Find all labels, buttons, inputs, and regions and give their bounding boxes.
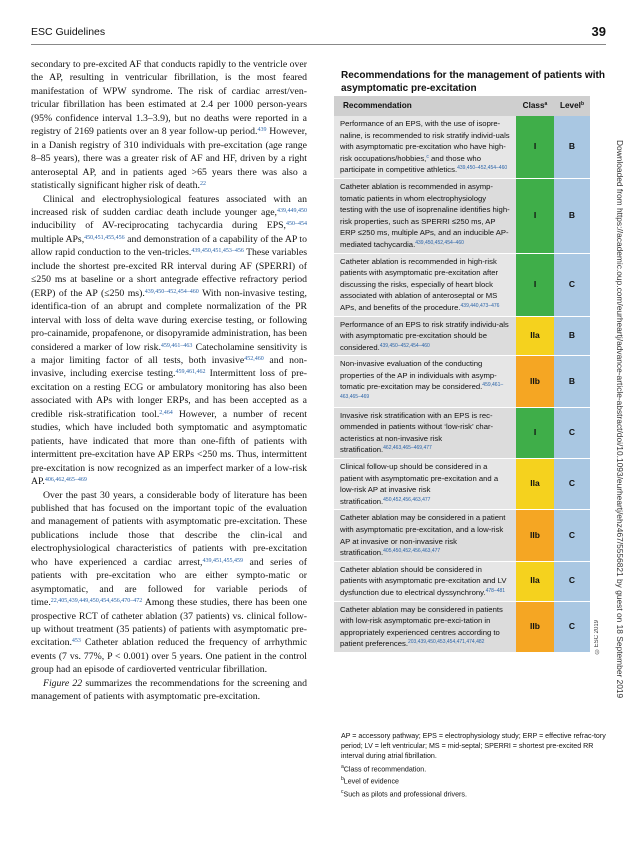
recommendation-text: Catheter ablation may be considered in patients with low-risk asymptomatic pre-exci-tation in appropriately experienced centres according to patient preferences.$^{203,439,450,453,454,471,474,482}$ xyxy=(334,601,516,652)
header-divider xyxy=(31,44,606,45)
recommendation-row xyxy=(334,253,590,316)
citation-superscript: 459,461–463 xyxy=(160,342,193,349)
recommendation-row xyxy=(334,316,590,356)
class-cell: IIa xyxy=(516,561,554,601)
paragraph: Figure 22 summarizes the recommendations for the screening and management of patients with asymptomatic pre-excitation. xyxy=(31,677,307,703)
level-cell: C xyxy=(554,459,590,510)
level-cell: B xyxy=(554,178,590,253)
class-cell: I xyxy=(516,407,554,458)
class-cell: IIb xyxy=(516,356,554,407)
citation-superscript: 459,461–463,465–469 xyxy=(340,382,504,401)
citation-superscript: 439 xyxy=(257,127,267,134)
recommendation-text: Catheter ablation is recommended in asymp-tomatic patients in whom electrophysiology testing with the use of isoprenaline identifies high-risk properties, such as SPERRI ≤250 ms, AP ERP ≤250 ms, multiple APs, and an inducible AP-mediated tachycardia.$^{439,450,452,454-460}$ xyxy=(334,178,516,253)
level-cell: C xyxy=(554,601,590,652)
class-cell: IIa xyxy=(516,316,554,356)
citation-superscript: 203,439,450,453,454,471,474,482 xyxy=(407,639,485,646)
citation-superscript: 453 xyxy=(71,638,81,645)
citation-superscript: 439,450–452,454–460 xyxy=(379,342,430,349)
citation-superscript: 439,440,473–476 xyxy=(460,302,500,309)
citation-superscript: 478–481 xyxy=(485,587,506,594)
figure-reference: Figure 22 xyxy=(43,677,83,689)
citation-superscript: 439,451,455,459 xyxy=(202,557,243,564)
citation-superscript: 439,450–452,454–460 xyxy=(457,165,508,172)
body-text-column xyxy=(31,58,307,704)
recommendation-text: Catheter ablation is recommended in high-risk patients with asymptomatic pre-excitation after discussing the risks, especially of heart block associated with ablation of anteroseptal or MS APs, and benefits of the procedure.$^{439,440,473-476}$ xyxy=(334,253,516,316)
recommendation-row xyxy=(334,510,590,561)
recommendations-title: Recommendations for the management of patients with asymptomatic pre-excitation xyxy=(341,70,605,94)
level-cell: B xyxy=(554,316,590,356)
level-cell: C xyxy=(554,510,590,561)
citation-superscript: 450–454 xyxy=(286,221,307,228)
page-number: 39 xyxy=(591,24,606,39)
paragraph: Clinical and electrophysiological features associated with an increased risk of sudden cardiac death include younger age,$^{439,449,450}$ inducibility of AV-reciprocating tachycardia during EPS,$^{450-454}$ multiple APs,$^{450,451,455,456}$ and demonstration of a capability of the AP to allow rapid conduction to the ven-tricles.$^{439,450,451,453-456}$ These variables include the shortest pre-excited RR interval during AF (SPERRI) of ≤250 ms at baseline or a short antegrade effective refractory period (ERP) of the AP (≤250 ms).$^{439,450-452,454-460}$ With non-invasive testing, identifica-tion of an abrupt and complete normalization of the PR interval with loss of delta wave during exercise testing, or following pro-cainamide, propafenone, or disopyramide administration, has been considered a marker of low risk.$^{459,461-463}$ Catecholamine sensitivity is a major limiting factor of all tests, both invasive$^{452,460}$ and non-invasive, including exercise testing.$^{459,461,462}$ Intermittent loss of pre-excitation on a resting ECG or ambulatory monitoring has also been associated with APs with longer ERPs, and has been accepted as a credible risk-stratification tool.$^{2,464}$ However, a number of recent studies, which have included both symptomatic and asymptomatic patients, have indicated that more than one-fifth of patients with intermittent pre-excitation have AP ERPs <250 ms. Thus, intermittent pre-excitation is now recognized as an imperfect marker of a low-risk AP.$^{406,462,465-469}$ xyxy=(31,193,308,488)
recommendations-table xyxy=(334,96,590,653)
level-cell: B xyxy=(554,356,590,407)
recommendation-text: Performance of an EPS to risk stratify individu-als with asymptomatic pre-excitation should be considered.$^{439,450-452,454-460}$ xyxy=(334,316,516,356)
citation-superscript: 452,460 xyxy=(244,355,264,362)
citation-superscript: 2,464 xyxy=(159,409,173,416)
copyright-mark: ©ESC 2019 xyxy=(594,620,600,654)
level-column-header: Level$^b$ xyxy=(554,96,590,116)
level-cell: C xyxy=(554,253,590,316)
citation-superscript: 439,450–452,454–460 xyxy=(144,288,199,295)
citation-superscript: 450,451,455,456 xyxy=(84,234,125,241)
footnote: $^b$Level of evidence xyxy=(341,776,399,786)
citation-superscript: 22,405,439,449,450,454,456,470–472 xyxy=(50,598,143,605)
recommendation-text: Catheter ablation may be considered in a patient with asymptomatic pre-excitation, and a low-risk AP at invasive or non-invasive risk stratification.$^{405,450,452,456,463,477}$ xyxy=(334,510,516,561)
recommendation-row xyxy=(334,601,590,652)
citation-superscript: 439,449,450 xyxy=(277,207,307,214)
citation-superscript: 439,450,452,454–460 xyxy=(415,239,464,246)
table-footnotes xyxy=(341,731,606,799)
recommendation-row xyxy=(334,561,590,601)
abbreviation-list: AP = accessory pathway; EPS = electrophysiology study; ERP = effective refrac-tory period; LV = left ventricular; MS = mid-septal; SPERRI = shortest pre-excited RR interval during atrial fibrillation. xyxy=(341,732,606,761)
recommendation-text: Invasive risk stratification with an EPS is rec-ommended in patients without ‘low-risk’ char-acteristics at non-invasive risk stratification.$^{462,463,465-469,477}$ xyxy=(334,407,516,458)
citation-superscript: 462,463,465–469,477 xyxy=(383,445,432,452)
citation-superscript: 450,452,456,463,477 xyxy=(383,496,431,503)
citation-superscript: 405,450,452,456,463,477 xyxy=(383,548,441,555)
citation-superscript: 22 xyxy=(199,181,206,188)
footnote: $^a$Class of recommendation. xyxy=(341,763,427,773)
class-cell: I xyxy=(516,116,554,178)
level-cell: C xyxy=(554,561,590,601)
recommendation-text: Non-invasive evaluation of the conducting properties of the AP in individuals with asymp-tomatic pre-excitation may be considered.$^{459,461-463,465-469}$ xyxy=(334,356,516,407)
paragraph: secondary to pre-excited AF that conducts rapidly to the ventricle over the AP, resulting in ventricular fibrillation, is the most feared manifestation of WPW syndrome. The risk of cardiac arrest/ven-tricular fibrillation has been estimated at 2.4 per 1000 person-years (95% confidence interval 1.3–3.9), but no deaths were reported in a registry of 2169 patients over an 8 year follow-up period.$^{439}$ However, in a Danish registry of 310 individuals with pre-excitation (age range 8–85 years), there was a greater risk of AF and HF, driven by a right anteroseptal AP, and in patients aged >65 years there was also a statistically significant higher risk of death.$^{22}$ xyxy=(31,59,307,192)
recommendation-row xyxy=(334,407,590,458)
footnote: $^c$Such as pilots and professional drivers. xyxy=(341,788,467,799)
recommendation-column-header: Recommendation xyxy=(334,96,516,116)
level-cell: B xyxy=(554,116,590,178)
recommendation-text: Catheter ablation should be considered in patients with asymptomatic pre-excitation and LV dysfunction due to electrical dyssynchrony.$^{478-481}$ xyxy=(334,561,516,601)
citation-superscript: 439,450,451,453–456 xyxy=(191,248,244,255)
citation-superscript: c xyxy=(426,153,429,160)
recommendation-text: Performance of an EPS, with the use of isopre-naline, is recommended to risk stratify individ-uals with asymptomatic pre-excitation who have high-risk occupations/hobbies,$^c$ and those who participate in competitive athletics.$^{439,450-452,454-460}$ xyxy=(334,116,516,178)
class-cell: IIb xyxy=(516,601,554,652)
class-cell: I xyxy=(516,253,554,316)
recommendation-text: Clinical follow-up should be considered in a patient with asymptomatic pre-excitation and a low-risk AP at invasive risk stratification.$^{450,452,456,463,477}$ xyxy=(334,459,516,510)
class-column-header: Class$^a$ xyxy=(516,96,554,116)
citation-superscript: 459,461,462 xyxy=(175,369,206,376)
citation-superscript: 406,462,465–469 xyxy=(44,477,87,484)
running-header xyxy=(31,26,606,42)
paragraph: Over the past 30 years, a considerable body of literature has been published that has focused on the important topic of the evaluation and management of patients with asymptomatic pre-excitation. These publications include those that describe the clin-ical and electrophysiological characteristics of patients with pre-excitation who have experienced a cardiac arrest,$^{439,451,455,459}$ and series of patients with pre-excitation who are either sympto-matic or asymptomatic, and are followed for variable periods of time.$^{22,405,439,449,450,454,456,470-472}$ Among these studies, there has been one prospective RCT of catheter ablation (37 patients) vs. clinical follow-up without treatment (35 patients) of patients with asymptomatic pre-excitation.$^{453}$ Catheter ablation reduced the frequency of arrhythmic events (7 vs. 77%, P < 0.001) over 5 years. One patient in the control group had an episode of cardioverted ventricular fibrillation. xyxy=(31,489,307,676)
class-cell: IIa xyxy=(516,459,554,510)
table-header-row xyxy=(334,96,590,116)
recommendation-row xyxy=(334,459,590,510)
level-cell: C xyxy=(554,407,590,458)
download-watermark: Downloaded from https://academic.oup.com/eurheartj/advance-article-abstract/doi/10.1093/eurheartj/ehz467/5556821 by guest on 18 September 2019 xyxy=(615,140,625,699)
journal-section-title: ESC Guidelines xyxy=(31,26,106,38)
class-cell: IIb xyxy=(516,510,554,561)
recommendation-row xyxy=(334,178,590,253)
class-cell: I xyxy=(516,178,554,253)
recommendation-row xyxy=(334,356,590,407)
recommendation-row xyxy=(334,116,590,178)
